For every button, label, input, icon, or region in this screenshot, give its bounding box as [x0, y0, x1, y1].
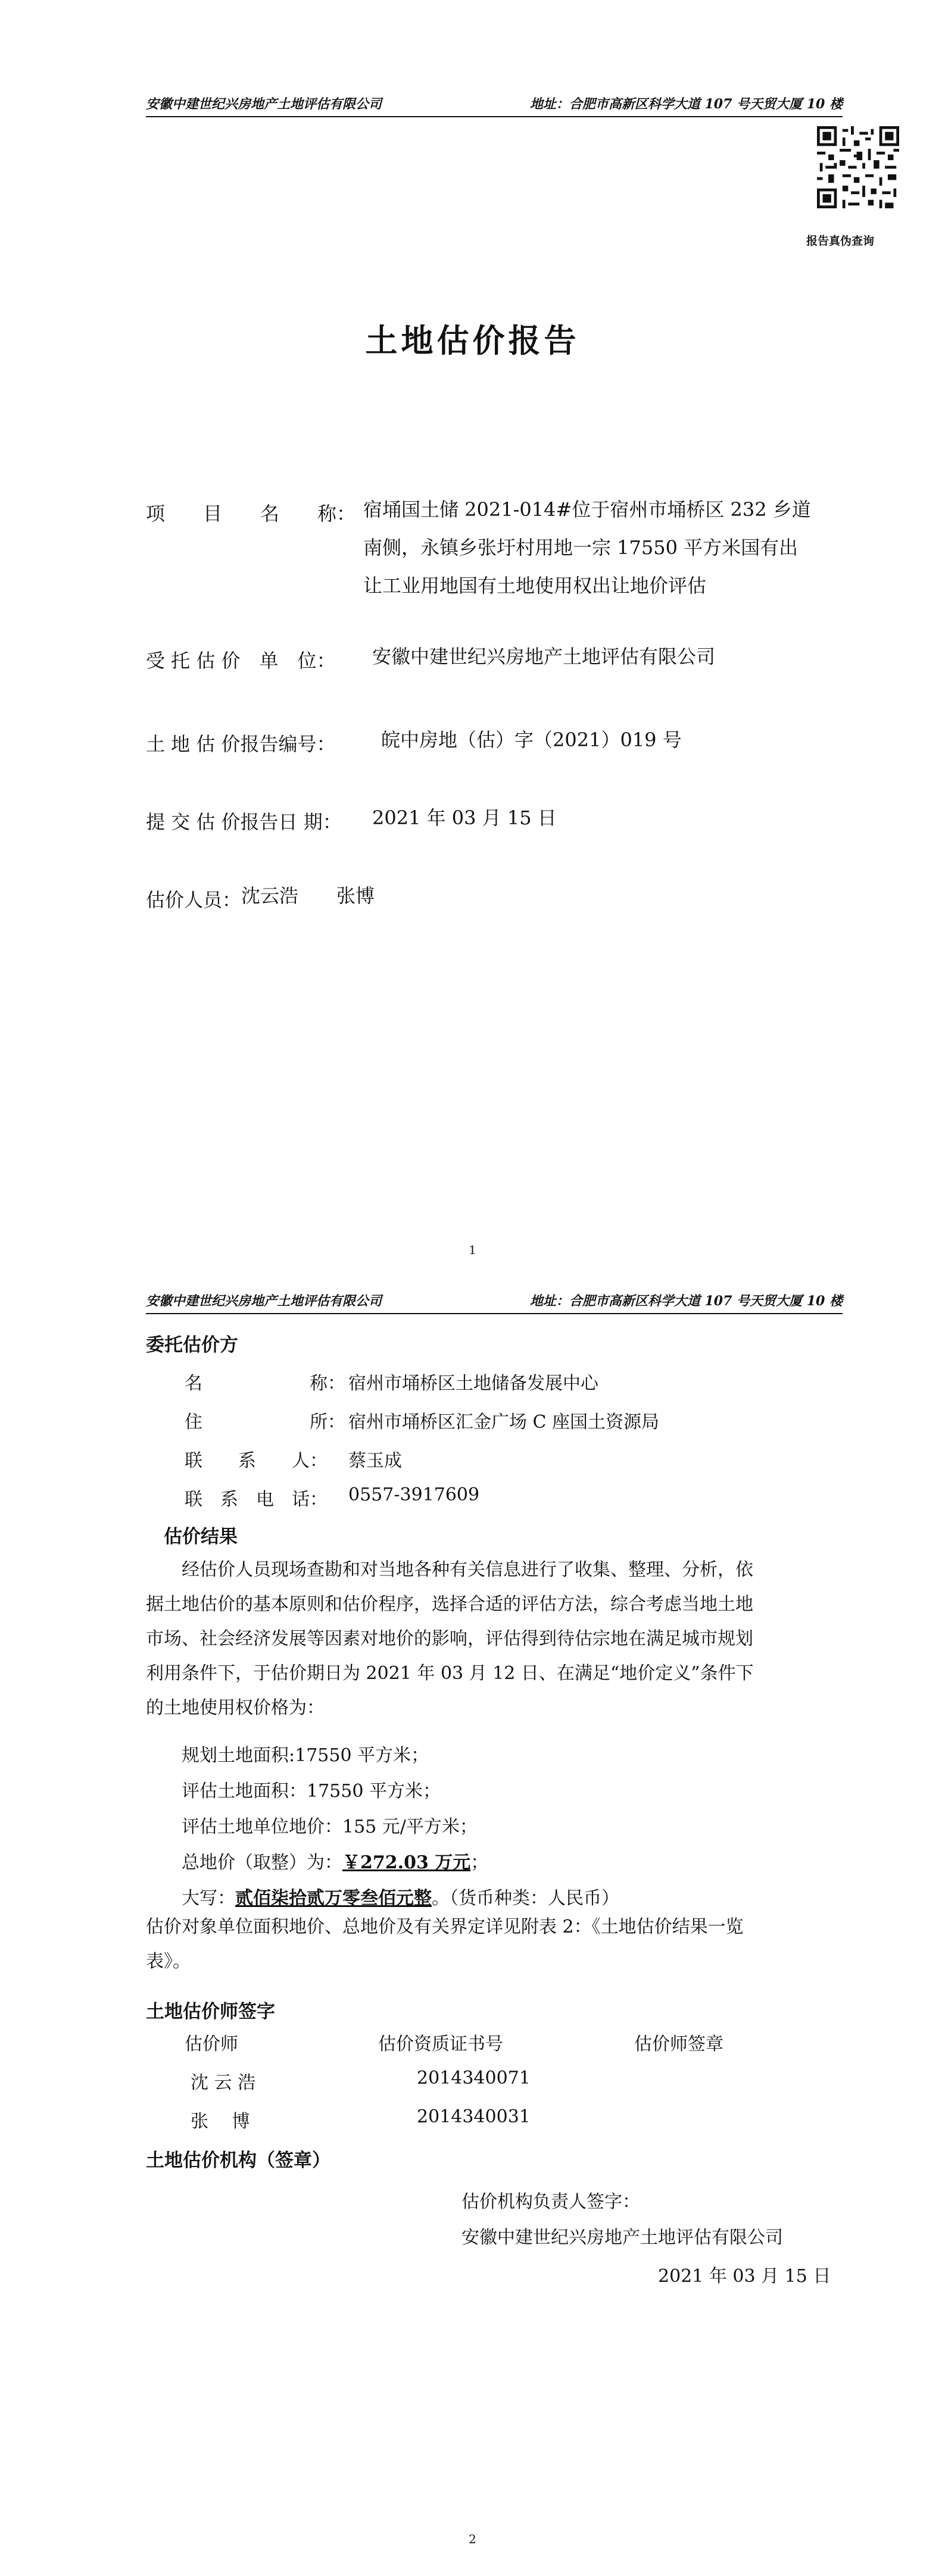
- client-contact-label: 联 系 人：: [185, 1450, 328, 1471]
- appraiser-cert: 2014340031: [417, 2106, 531, 2127]
- capital-amount-value: 贰佰柒拾贰万零叁佰元整: [235, 1888, 432, 1909]
- results-page: [0, 1288, 945, 2576]
- project-line-3: 让工业用地国有土地使用权出让地价评估: [363, 574, 707, 597]
- total-price-label: 总地价（取整）为：: [182, 1852, 342, 1873]
- client-address-value: 宿州市埇桥区汇金广场 C 座国土资源局: [348, 1412, 660, 1433]
- project-line-1: 宿埇国土储 2021-014#位于宿州市埇桥区 232 乡道: [363, 498, 811, 521]
- result-line-3: 市场、社会经济发展等因素对地价的影响，评估得到待估宗地在满足城市规划: [146, 1628, 753, 1649]
- submit-date-value: 2021 年 03 月 15 日: [372, 806, 557, 829]
- result-note: [146, 1910, 843, 1979]
- page-number: 2: [469, 2532, 476, 2546]
- total-price-suffix: ；: [470, 1852, 489, 1873]
- report-number-value: 皖中房地（估）字（2021）019 号: [381, 729, 682, 751]
- agency-heading: 土地估价机构（签章）: [146, 2150, 330, 2171]
- result-paragraph: [146, 1553, 843, 1725]
- header-address: 地址：合肥市高新区科学大道 107 号天贸大厦 10 楼: [529, 96, 843, 112]
- agency-leader-label: 估价机构负责人签字：: [461, 2192, 640, 2212]
- header-address: 地址：合肥市高新区科学大道 107 号天贸大厦 10 楼: [529, 1293, 843, 1309]
- client-name-value: 宿州市埇桥区土地储备发展中心: [348, 1373, 598, 1394]
- page-number: 1: [469, 1243, 476, 1257]
- appraiser-name: 沈 云 浩: [191, 2072, 256, 2093]
- project-label: 项 目 名 称：: [146, 502, 356, 525]
- report-title: 土地估价报告: [365, 322, 580, 359]
- qr-caption: 报告真伪查询: [806, 235, 874, 248]
- result-line-1: 经估价人员现场查勘和对当地各种有关信息进行了收集、整理、分析，依: [182, 1559, 753, 1580]
- report-number-label: 土 地 估 价报告编号：: [146, 733, 336, 755]
- capital-amount-label: 大写：: [182, 1888, 235, 1909]
- planned-area: 规划土地面积:17550 平方米；: [182, 1745, 429, 1766]
- qr-code-icon: [817, 126, 899, 208]
- project-line-2: 南侧，永镇乡张圩村用地一宗 17550 平方米国有出: [363, 536, 799, 559]
- client-phone-value: 0557-3917609: [348, 1484, 480, 1505]
- entrusted-unit-value: 安徽中建世纪兴房地产土地评估有限公司: [372, 645, 716, 668]
- col-sign: 估价师签章: [634, 2034, 723, 2055]
- client-contact-value: 蔡玉成: [348, 1450, 402, 1471]
- total-price-line: [182, 1847, 488, 1874]
- result-note-line-1: 估价对象单位面积地价、总地价及有关界定详见附表 2：《土地估价结果一览: [146, 1917, 744, 1937]
- client-heading: 委托估价方: [146, 1334, 238, 1356]
- result-heading: 估价结果: [164, 1526, 238, 1548]
- unit-price: 评估土地单位地价：155 元/平方米；: [182, 1817, 478, 1837]
- page-header: [146, 1289, 843, 1314]
- result-line-5: 的土地使用权价格为：: [146, 1697, 325, 1718]
- agency-date: 2021 年 03 月 15 日: [658, 2266, 831, 2287]
- submit-date-label: 提 交 估 价报告日 期：: [146, 811, 342, 833]
- entrusted-unit-label: 受 托 估 价 单 位：: [146, 649, 336, 672]
- result-note-line-2: 表》。: [146, 1951, 191, 1972]
- appraiser-name: 张 博: [191, 2111, 250, 2132]
- client-phone-label: 联 系 电 话：: [185, 1489, 328, 1510]
- page-header: [146, 92, 843, 117]
- appraiser-cert: 2014340071: [417, 2068, 531, 2089]
- col-appraiser: 估价师: [185, 2034, 238, 2055]
- total-price-value: ￥272.03 万元: [342, 1852, 471, 1873]
- currency-note: 。（货币种类：人民币）: [432, 1888, 619, 1909]
- header-company: 安徽中建世纪兴房地产土地评估有限公司: [146, 96, 382, 112]
- client-address-label: 住 所：: [185, 1412, 345, 1433]
- assessed-area: 评估土地面积：17550 平方米；: [182, 1781, 441, 1802]
- appraisers-label: 估价人员：: [146, 889, 242, 911]
- appraisers-value: 沈云浩 张博: [241, 884, 375, 907]
- agency-company: 安徽中建世纪兴房地产土地评估有限公司: [461, 2227, 783, 2248]
- header-company: 安徽中建世纪兴房地产土地评估有限公司: [146, 1293, 382, 1309]
- result-line-4: 利用条件下，于估价期日为 2021 年 03 月 12 日、在满足“地价定义”条件下: [146, 1663, 754, 1684]
- capital-amount-line: [182, 1883, 619, 1909]
- client-name-label: 名 称：: [185, 1373, 345, 1394]
- result-line-2: 据土地估价的基本原则和估价程序，选择合适的评估方法，综合考虑当地土地: [146, 1594, 753, 1615]
- signatures-heading: 土地估价师签字: [146, 2001, 275, 2022]
- col-cert: 估价资质证书号: [378, 2034, 503, 2055]
